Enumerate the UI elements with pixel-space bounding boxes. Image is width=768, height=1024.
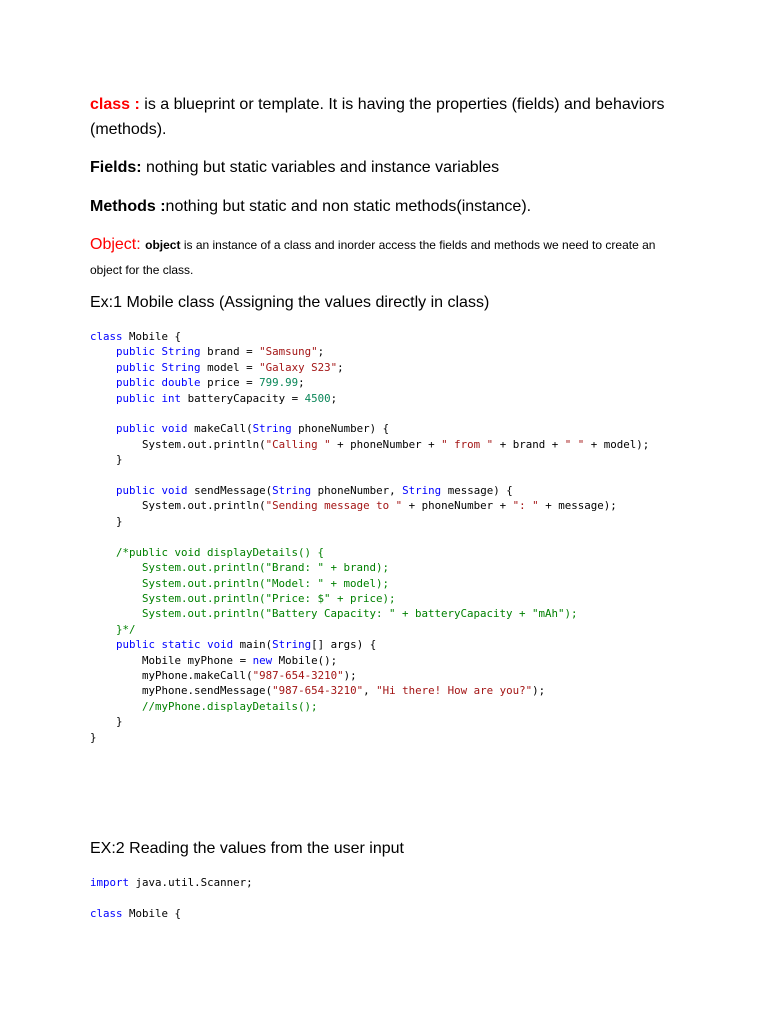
example1-code-line: System.out.println("Sending message to " + phoneNumber + ": " + message); (142, 499, 617, 513)
example2-code-line: import java.util.Scanner; (90, 876, 253, 889)
fields-definition (90, 155, 680, 180)
object-bold-word: object (145, 238, 181, 252)
example1-code-line: /*public void displayDetails() { (116, 545, 325, 559)
example2-code-line: class Mobile { (90, 906, 182, 920)
example1-code-line: public static void main(String[] args) { (116, 638, 377, 652)
example1-code-line: System.out.println("Calling " + phoneNumber + " from " + brand + " " + model); (142, 437, 650, 451)
object-term: Object: (90, 236, 141, 253)
class-term: class : (90, 96, 140, 113)
example1-code-line: System.out.println("Battery Capacity: " + batteryCapacity + "mAh"); (90, 607, 578, 621)
methods-definition-text: nothing but static and non static methods(instance). (165, 198, 532, 215)
example1-code-line: myPhone.sendMessage("987-654-3210", "Hi there! How are you?"); (142, 684, 546, 698)
object-definition (90, 232, 680, 282)
example1-code-line: myPhone.makeCall("987-654-3210"); (142, 668, 357, 682)
methods-term: Methods : (90, 198, 166, 215)
example2-code-block (90, 875, 253, 921)
fields-term: Fields: (90, 159, 142, 176)
class-definition-text: is a blueprint or template. It is having the properties (fields) and behaviors (methods). (90, 96, 665, 138)
example1-code-line: System.out.println("Model: " + model); (90, 576, 390, 590)
example1-code-line: } (90, 514, 123, 528)
example1-heading: Ex:1 Mobile class (Assigning the values directly in class) (90, 294, 490, 311)
class-definition (90, 92, 680, 142)
example1-code-line: }*/ (90, 622, 136, 636)
example1-code-line: Mobile myPhone = new Mobile(); (142, 653, 338, 667)
example1-code-line: class Mobile { (90, 330, 182, 343)
example1-code-line: } (90, 453, 123, 467)
example1-code-block (90, 329, 649, 745)
example1-code-line: //myPhone.displayDetails(); (142, 699, 318, 713)
example1-code-line: System.out.println("Brand: " + brand); (90, 561, 390, 575)
example1-code-line: public String brand = "Samsung"; (116, 345, 325, 359)
example1-code-line: public void sendMessage(String phoneNumber, String message) { (116, 484, 513, 498)
fields-definition-text: nothing but static variables and instance variables (141, 159, 500, 176)
example1-code-line: public String model = "Galaxy S23"; (116, 360, 344, 374)
example1-code-line: public int batteryCapacity = 4500; (116, 391, 338, 405)
example1-code-line: System.out.println("Price: $" + price); (90, 591, 396, 605)
methods-definition (90, 194, 680, 219)
object-definition-text: is an instance of a class and inorder access the fields and methods we need to create an object for the class. (90, 238, 656, 277)
example1-code-line: public void makeCall(String phoneNumber) { (116, 422, 390, 436)
example1-code-line: public double price = 799.99; (116, 376, 305, 390)
example1-code-line: } (90, 730, 97, 744)
example2-heading: EX:2 Reading the values from the user input (90, 840, 404, 857)
example1-code-line: } (90, 715, 123, 729)
